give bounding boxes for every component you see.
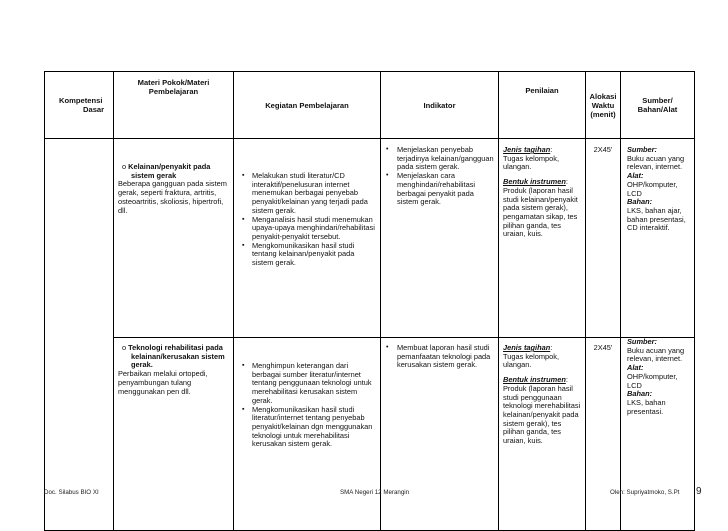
alokasi-cell: 2X45': [586, 338, 621, 531]
materi-cell: [114, 338, 234, 531]
materi-title: o Teknologi rehabilitasi pada kelainan/kerusakan sistem gerak.: [122, 343, 225, 370]
materi-text: Beberapa gangguan pada sistem gerak, seperti fraktura, artritis, osteoartritis, skoliosis, hipertrofi, dll.: [118, 179, 227, 215]
sumber-label: Sumber:: [627, 337, 657, 346]
list-item: • Menjelaskan penyebab terjadinya kelainan/gangguan pada sistem gerak.: [383, 146, 495, 172]
alat-label: Alat:: [627, 171, 644, 181]
jenis-tagihan-label: Jenis tagihan:: [503, 145, 553, 154]
sumber-value: Buku acuan yang relevan, internet.: [627, 153, 685, 172]
bahan-value: LKS, bahan presentasi.: [627, 397, 666, 416]
footer-school: SMA Negeri 12 Merangin: [340, 489, 410, 496]
header-kompetensi-line1: Kompetensi: [59, 96, 103, 105]
materi-cell: [114, 139, 234, 338]
list-item: ▪ Mengkomunikasikan hasil studi tentang kelainan/penyakit pada sistem gerak.: [238, 242, 377, 268]
kegiatan-cell: [234, 338, 381, 531]
kegiatan-cell: [234, 139, 381, 338]
sumber-label: Sumber:: [627, 145, 657, 154]
alat-label: Alat:: [627, 363, 644, 373]
table-header-row: [45, 72, 695, 139]
jenis-tagihan-value: Tugas kelompok, ulangan.: [503, 153, 560, 172]
bahan-value: LKS, bahan ajar, bahan presentasi, CD interaktif.: [627, 205, 686, 233]
header-kompetensi: [45, 72, 114, 139]
header-materi: Materi Pokok/Materi Pembelajaran: [114, 72, 234, 139]
footer-doc-title: Doc. Silabus BIO XI: [44, 489, 99, 496]
sumber-value: Buku acuan yang relevan, internet.: [627, 345, 685, 364]
sumber-cell: [621, 338, 695, 531]
table-row: [45, 139, 695, 338]
jenis-tagihan-label: Jenis tagihan:: [503, 343, 553, 352]
bentuk-instrumen-value: Produk (laporan hasil studi penggunaan teknologi merehabilitasi kelainan/penyakit pada sistem gerak), tes pilihan ganda, tes uraian, kuis.: [503, 383, 581, 446]
list-item: • Menjelaskan cara menghindari/rehabilitasi berbagai penyakit pada sistem gerak.: [383, 172, 495, 207]
sumber-cell: [621, 139, 695, 338]
penilaian-cell: [499, 338, 586, 531]
jenis-tagihan-value: Tugas kelompok, ulangan.: [503, 351, 560, 370]
header-alokasi: Alokasi Waktu (menit): [586, 72, 621, 139]
indikator-cell: [381, 338, 499, 531]
list-item: ▪ Menghimpun keterangan dari berbagai sumber literatur/internet tentang penggunaan teknologi untuk merehabilitasi kerusakan sistem gerak.: [238, 362, 377, 406]
list-item: ▪ Mengkomunikasikan hasil studi literatur/internet tentang penyebab penyakit/kelainan dgn menggunakan teknologi untuk merehabilitasi kerusakan sistem gerak.: [238, 406, 377, 450]
materi-text: Perbaikan melalui ortopedi, penyambungan tulang menggunakan pen dll.: [118, 369, 208, 396]
alat-value: OHP/komputer, LCD: [627, 179, 678, 198]
syllabus-table: [44, 71, 695, 531]
list-item: • Membuat laporan hasil studi pemanfaatan teknologi pada kerusakan sistem gerak.: [383, 344, 495, 370]
footer-author: Oleh: Supriyatmoko, S.Pt: [610, 489, 680, 496]
header-kegiatan: Kegiatan Pembelajaran: [234, 72, 381, 139]
page-number: 9: [696, 486, 702, 497]
bahan-label: Bahan:: [627, 389, 653, 399]
bentuk-instrumen-label: Bentuk instrumen:: [503, 375, 568, 385]
bentuk-instrumen-label: Bentuk instrumen:: [503, 177, 568, 187]
header-sumber: Sumber/ Bahan/Alat: [621, 72, 695, 139]
alokasi-cell: 2X45': [586, 139, 621, 338]
list-item: ▪ Melakukan studi literatur/CD interaktif/penelusuran internet menemukan berbagai penyebab penyakit/kelainan yang terjadi pada sistem gerak.: [238, 172, 377, 216]
kompetensi-cell: [45, 139, 114, 531]
header-indikator: Indikator: [381, 72, 499, 139]
penilaian-cell: [499, 139, 586, 338]
header-kompetensi-line2: Dasar: [83, 105, 105, 114]
materi-title: o Kelainan/penyakit pada sistem gerak: [122, 162, 211, 180]
table-row: [45, 338, 695, 531]
header-penilaian: Penilaian: [499, 72, 586, 139]
bentuk-instrumen-value: Produk (laporan hasil studi kelainan/penyakit pada sistem gerak), pengamatan sikap, tes pilihan ganda, tes uraian, kuis.: [503, 185, 578, 239]
bahan-label: Bahan:: [627, 197, 653, 207]
alat-value: OHP/komputer, LCD: [627, 371, 678, 390]
indikator-cell: [381, 139, 499, 338]
list-item: ▪ Menganalisis hasil studi menemukan upaya-upaya menghindari/rehabilitasi penyakit-penyakit tersebut.: [238, 216, 377, 242]
